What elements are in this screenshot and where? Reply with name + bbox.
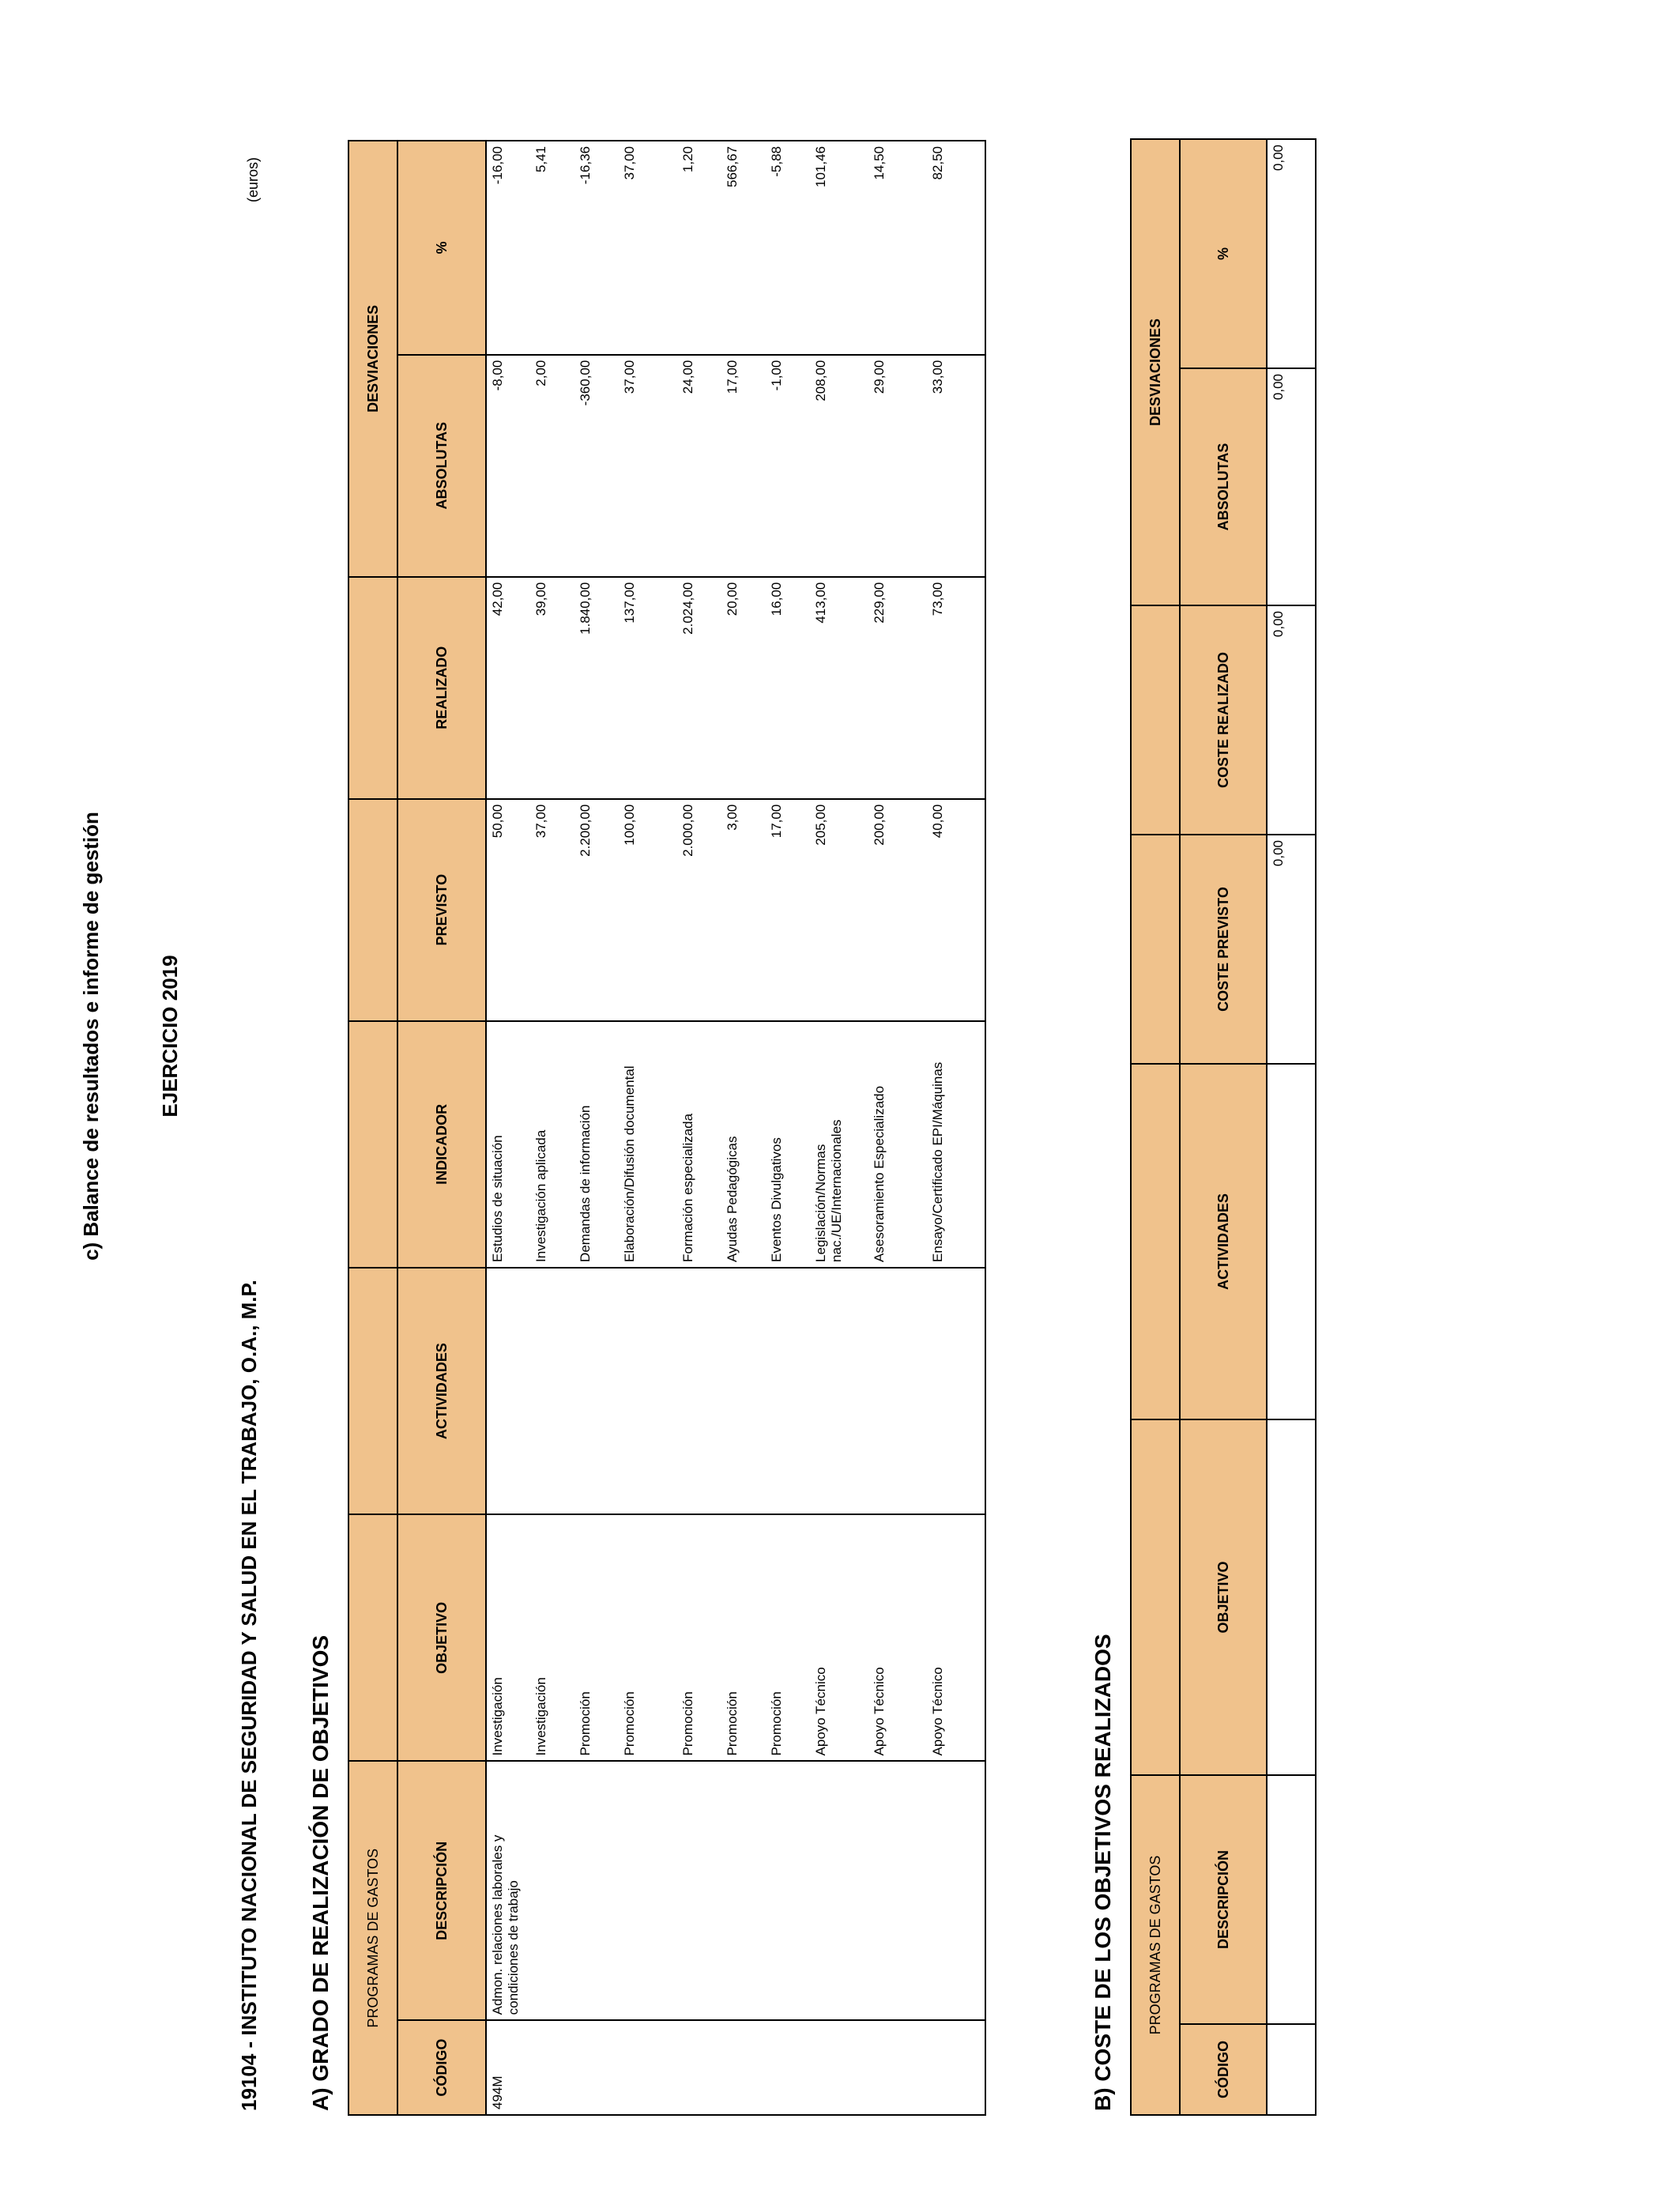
cell-objetivo: Promoción <box>677 1514 721 1761</box>
cell-indicador: Eventos Divulgativos <box>766 1021 810 1268</box>
b-header-absolutas: ABSOLUTAS <box>1180 368 1267 605</box>
header-codigo: CÓDIGO <box>397 2020 486 2115</box>
b-header-porcentaje: % <box>1180 139 1267 368</box>
cell-absolutas: -360,00 <box>574 355 619 577</box>
cell-porcentaje: -16,00 <box>486 141 530 355</box>
cell-realizado: 20,00 <box>721 577 766 799</box>
cell-objetivo: Investigación <box>486 1514 530 1761</box>
cell-previsto: 205,00 <box>810 799 868 1021</box>
cell-absolutas: 33,00 <box>927 355 985 577</box>
cost-absolutas: 0,00 <box>1267 368 1316 605</box>
cell-objetivo: Apoyo Técnico <box>927 1514 985 1761</box>
header-absolutas: ABSOLUTAS <box>397 355 486 577</box>
cell-objetivo: Promoción <box>766 1514 810 1761</box>
cell-actividades <box>927 1268 985 1514</box>
cell-realizado: 137,00 <box>619 577 677 799</box>
cost-actividades <box>1267 1064 1316 1419</box>
cost-realizado: 0,00 <box>1267 605 1316 835</box>
cell-porcentaje: -5,88 <box>766 141 810 355</box>
b-header-objetivo: OBJETIVO <box>1180 1419 1267 1775</box>
cost-descripcion <box>1267 1775 1316 2024</box>
program-code: 494M <box>486 2020 985 2115</box>
header-indicador: INDICADOR <box>397 1021 486 1268</box>
cell-porcentaje: 1,20 <box>677 141 721 355</box>
cell-porcentaje: -16,36 <box>574 141 619 355</box>
cell-indicador: Estudios de situación <box>486 1021 530 1268</box>
cell-indicador: Ensayo/Certificado EPI/Máquinas <box>927 1021 985 1268</box>
objectives-table <box>348 140 986 2116</box>
cell-realizado: 413,00 <box>810 577 868 799</box>
cell-indicador: Demandas de información <box>574 1021 619 1268</box>
cell-realizado: 39,00 <box>530 577 574 799</box>
cell-porcentaje: 37,00 <box>619 141 677 355</box>
cell-realizado: 1.840,00 <box>574 577 619 799</box>
cell-actividades <box>810 1268 868 1514</box>
cell-indicador: Asesoramiento Especializado <box>868 1021 927 1268</box>
cell-actividades <box>574 1268 619 1514</box>
cell-indicador: Elaboración/Difusión documental <box>619 1021 677 1268</box>
cell-indicador: Ayudas Pedagógicas <box>721 1021 766 1268</box>
document-title: c) Balance de resultados e informe de gestión <box>79 812 103 1261</box>
cell-porcentaje: 82,50 <box>927 141 985 355</box>
cell-porcentaje: 101,46 <box>810 141 868 355</box>
cell-actividades <box>619 1268 677 1514</box>
section-b-title: B) COSTE DE LOS OBJETIVOS REALIZADOS <box>1090 1634 1115 2111</box>
cell-actividades <box>868 1268 927 1514</box>
cell-previsto: 3,00 <box>721 799 766 1021</box>
cell-previsto: 2.000,00 <box>677 799 721 1021</box>
cell-absolutas: 37,00 <box>619 355 677 577</box>
cell-absolutas: 17,00 <box>721 355 766 577</box>
header-actividades: ACTIVIDADES <box>397 1268 486 1514</box>
cell-absolutas: -8,00 <box>486 355 530 577</box>
cost-codigo <box>1267 2024 1316 2115</box>
cell-realizado: 42,00 <box>486 577 530 799</box>
header-programas: PROGRAMAS DE GASTOS <box>348 1761 397 2115</box>
cell-realizado: 73,00 <box>927 577 985 799</box>
cell-actividades <box>721 1268 766 1514</box>
cell-previsto: 200,00 <box>868 799 927 1021</box>
cell-previsto: 2.200,00 <box>574 799 619 1021</box>
cell-absolutas: 208,00 <box>810 355 868 577</box>
program-description: Admon. relaciones laborales y condiciones de trabajo <box>486 1761 985 2020</box>
cell-porcentaje: 14,50 <box>868 141 927 355</box>
cell-actividades <box>677 1268 721 1514</box>
header-descripcion: DESCRIPCIÓN <box>397 1761 486 2020</box>
b-header-coste-previsto: COSTE PREVISTO <box>1180 835 1267 1064</box>
b-header-coste-realizado: COSTE REALIZADO <box>1180 605 1267 835</box>
cost-row <box>1267 139 1316 2115</box>
cell-absolutas: 2,00 <box>530 355 574 577</box>
entity-name: 19104 - INSTITUTO NACIONAL DE SEGURIDAD Y SALUD EN EL TRABAJO, O.A., M.P. <box>237 1280 261 2111</box>
b-header-descripcion: DESCRIPCIÓN <box>1180 1775 1267 2024</box>
header-previsto: PREVISTO <box>397 799 486 1021</box>
table-row <box>486 141 530 2115</box>
b-header-programas: PROGRAMAS DE GASTOS <box>1131 1775 1180 2115</box>
cell-porcentaje: 5,41 <box>530 141 574 355</box>
cell-objetivo: Promoción <box>619 1514 677 1761</box>
cell-actividades <box>530 1268 574 1514</box>
cell-objetivo: Promoción <box>574 1514 619 1761</box>
cell-previsto: 100,00 <box>619 799 677 1021</box>
cell-indicador: Legislación/Normas nac./UE/Internacionales <box>810 1021 868 1268</box>
cell-indicador: Formación especializada <box>677 1021 721 1268</box>
header-porcentaje: % <box>397 141 486 355</box>
cost-previsto: 0,00 <box>1267 835 1316 1064</box>
cell-porcentaje: 566,67 <box>721 141 766 355</box>
cell-absolutas: 24,00 <box>677 355 721 577</box>
cell-realizado: 2.024,00 <box>677 577 721 799</box>
objectives-cost-table <box>1130 138 1317 2116</box>
header-objetivo: OBJETIVO <box>397 1514 486 1761</box>
cell-objetivo: Promoción <box>721 1514 766 1761</box>
cost-objetivo <box>1267 1419 1316 1775</box>
cell-previsto: 37,00 <box>530 799 574 1021</box>
header-desviaciones: DESVIACIONES <box>348 141 397 577</box>
header-realizado: REALIZADO <box>397 577 486 799</box>
cell-objetivo: Apoyo Técnico <box>810 1514 868 1761</box>
fiscal-year: EJERCICIO 2019 <box>158 955 182 1118</box>
cell-previsto: 50,00 <box>486 799 530 1021</box>
cell-realizado: 229,00 <box>868 577 927 799</box>
cell-absolutas: 29,00 <box>868 355 927 577</box>
cost-porcentaje: 0,00 <box>1267 139 1316 368</box>
currency-units: (euros) <box>245 156 261 202</box>
cell-actividades <box>766 1268 810 1514</box>
b-header-codigo: CÓDIGO <box>1180 2024 1267 2115</box>
cell-previsto: 17,00 <box>766 799 810 1021</box>
cell-objetivo: Apoyo Técnico <box>868 1514 927 1761</box>
b-header-desviaciones: DESVIACIONES <box>1131 139 1180 605</box>
cell-absolutas: -1,00 <box>766 355 810 577</box>
cell-realizado: 16,00 <box>766 577 810 799</box>
cell-previsto: 40,00 <box>927 799 985 1021</box>
cell-objetivo: Investigación <box>530 1514 574 1761</box>
b-header-actividades: ACTIVIDADES <box>1180 1064 1267 1419</box>
section-a-title: A) GRADO DE REALIZACIÓN DE OBJETIVOS <box>308 1634 333 2111</box>
cell-indicador: Investigación aplicada <box>530 1021 574 1268</box>
cell-actividades <box>486 1268 530 1514</box>
